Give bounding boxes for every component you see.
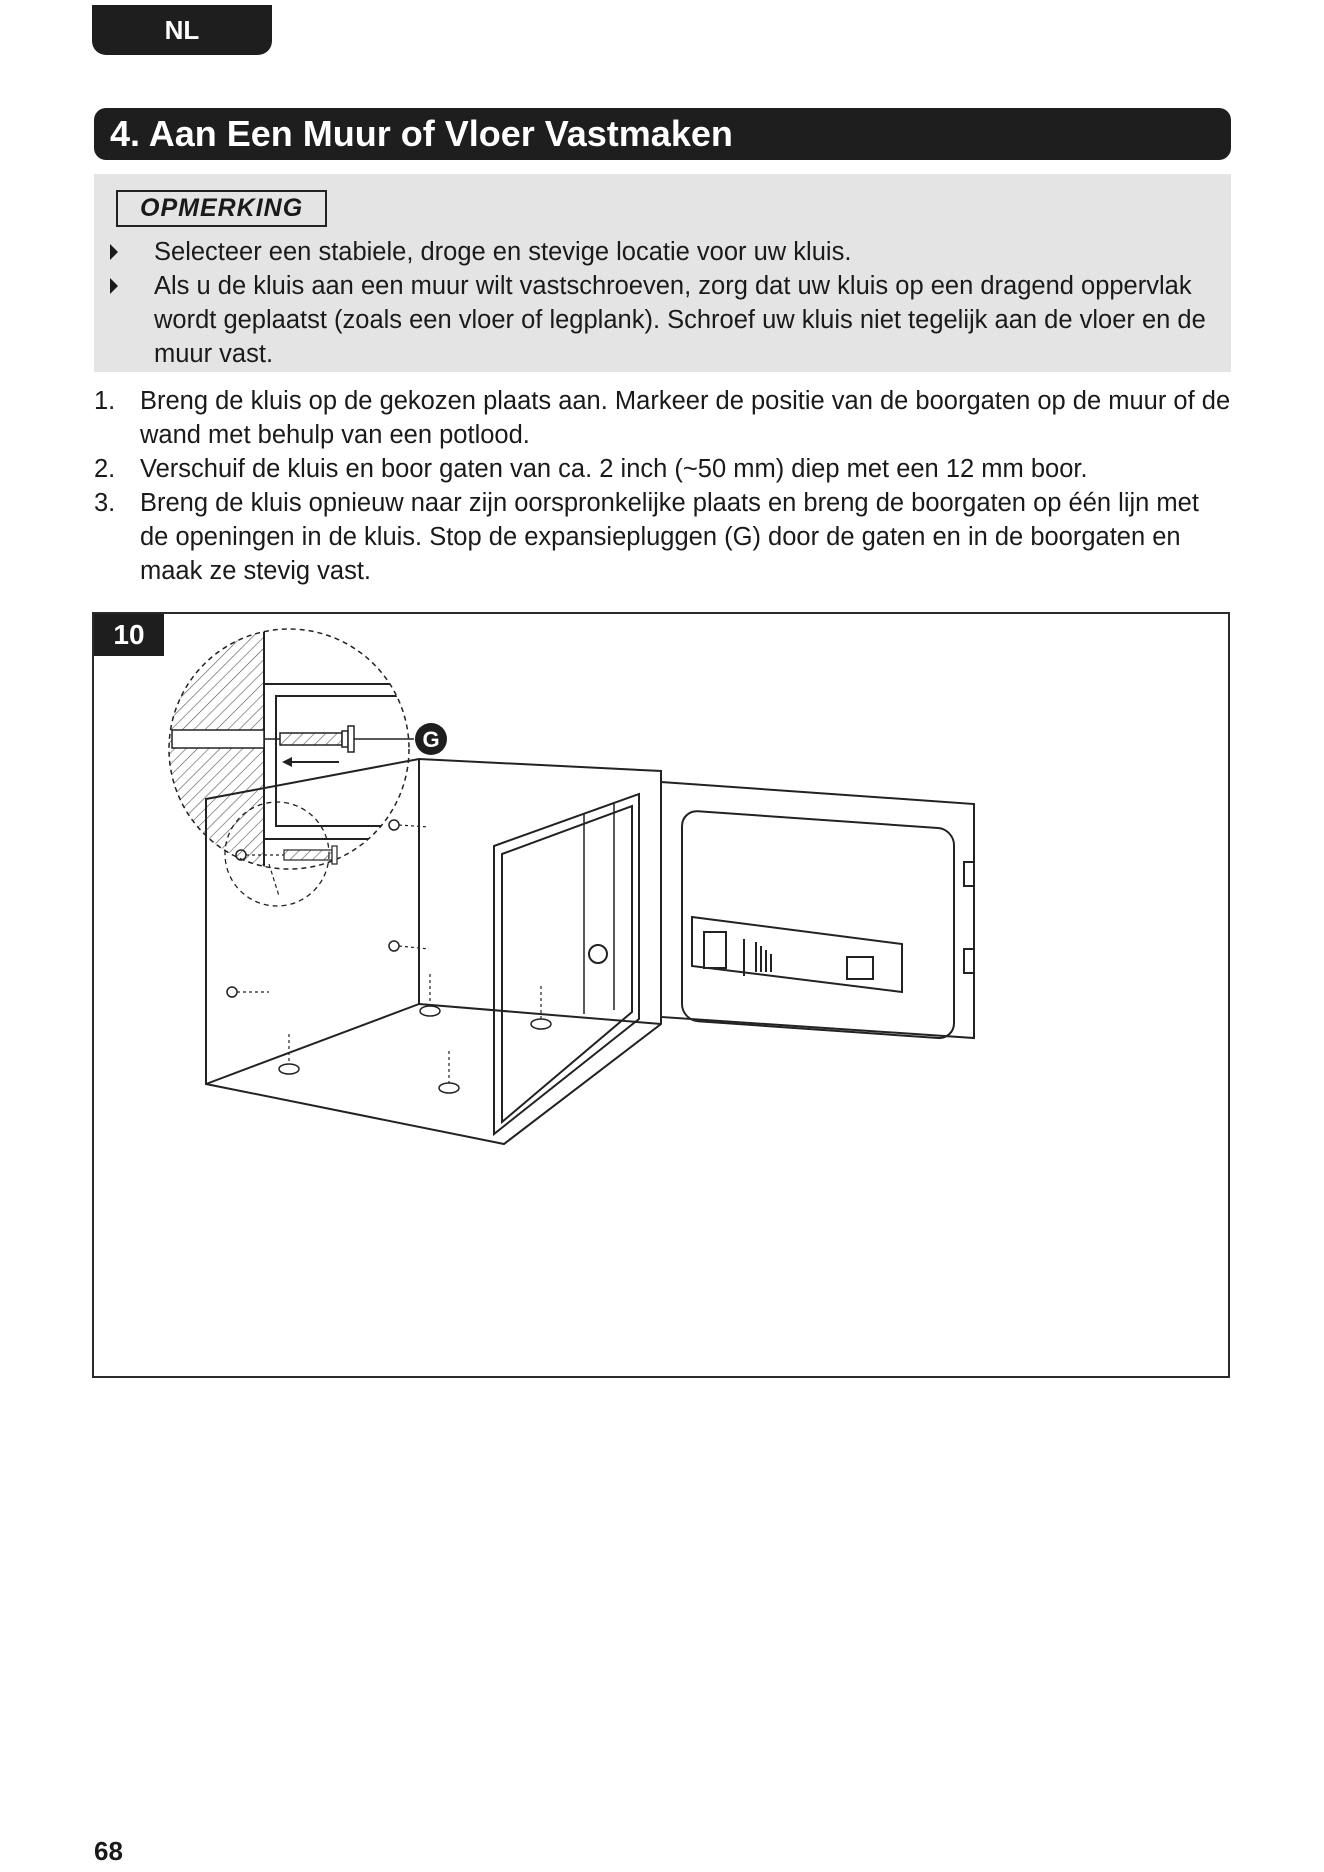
- figure-10: [92, 612, 1230, 1378]
- section-title: 4. Aan Een Muur of Vloer Vastmaken: [94, 108, 1231, 160]
- bullet-icon: [110, 244, 118, 260]
- safe-mounting-illustration: [94, 614, 1228, 1376]
- step-number: 2.: [94, 455, 116, 483]
- bullet-icon: [110, 278, 118, 294]
- detail-magnifier: [154, 614, 424, 914]
- callout-g-icon: [415, 723, 447, 755]
- figure-number: 10: [94, 614, 164, 656]
- step-number: 3.: [94, 489, 116, 517]
- safe-door: [661, 782, 974, 1039]
- step-item: [94, 486, 1234, 588]
- note-list: [104, 235, 1221, 371]
- note-item-text: Als u de kluis aan een muur wilt vastschroeven, zorg dat uw kluis op een dragend oppervlak wordt geplaatst (zoals een vloer of legplank). Schroef uw kluis niet tegelijk aan de vloer en de muur vast.: [154, 272, 1206, 368]
- step-item: [94, 452, 1234, 486]
- note-label: OPMERKING: [116, 190, 327, 227]
- step-number: 1.: [94, 387, 116, 415]
- step-text: Breng de kluis opnieuw naar zijn oorspronkelijke plaats en breng de boorgaten op één lijn met de openingen in de kluis. Stop de expansiepluggen (G) door de gaten en in de boorgaten en maak ze stevig vast.: [140, 489, 1199, 585]
- step-text: Verschuif de kluis en boor gaten van ca. 2 inch (~50 mm) diep met een 12 mm boor.: [140, 455, 1088, 483]
- callout-letter: G: [422, 727, 440, 752]
- note-item: [104, 235, 1221, 269]
- note-box: [94, 174, 1231, 372]
- signal-icon: [756, 942, 771, 972]
- step-text: Breng de kluis op de gekozen plaats aan. Markeer de positie van de boorgaten op de muur of de wand met behulp van een potlood.: [140, 387, 1231, 449]
- keypad-panel: [692, 917, 902, 992]
- note-item-text: Selecteer een stabiele, droge en stevige locatie voor uw kluis.: [154, 238, 852, 266]
- safe-body: [206, 759, 661, 1144]
- instruction-steps: [94, 384, 1234, 588]
- note-item: [104, 269, 1221, 371]
- step-item: [94, 384, 1234, 452]
- page-number: 68: [94, 1836, 123, 1866]
- language-tab: NL: [92, 5, 272, 55]
